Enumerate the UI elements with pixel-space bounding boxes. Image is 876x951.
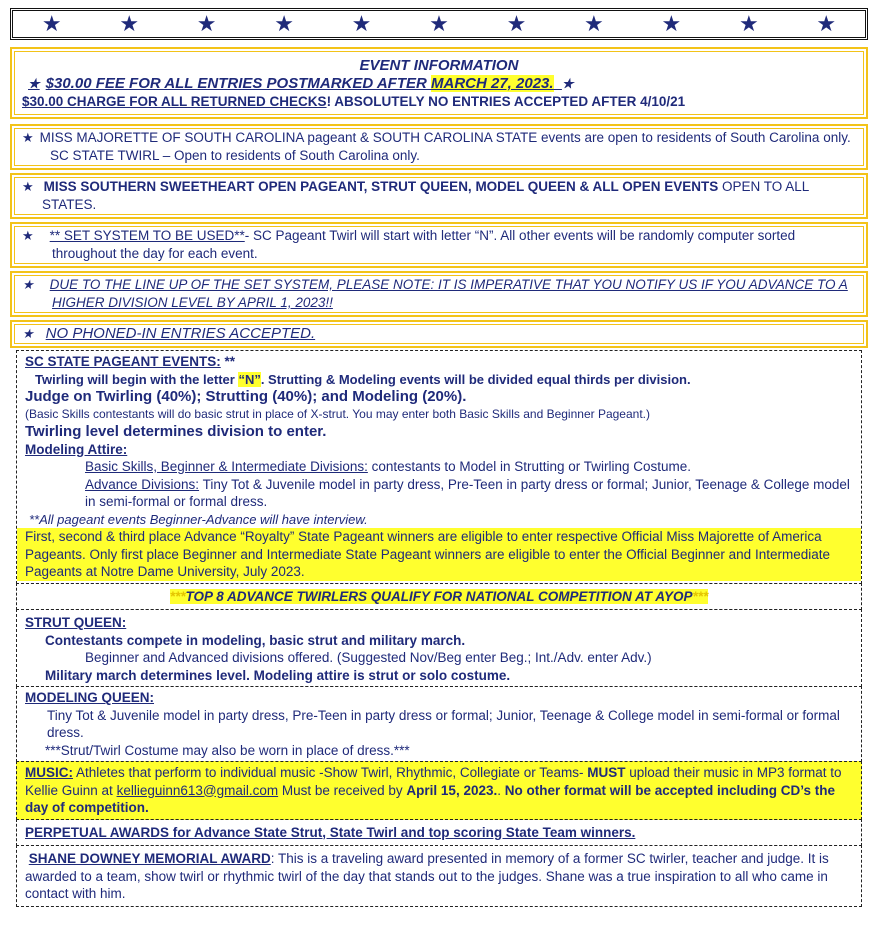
music-box (16, 761, 862, 820)
music-label: MUSIC: (25, 765, 73, 780)
attire-advance-label: Advance Divisions: (85, 476, 200, 492)
dashed-section (16, 350, 862, 907)
music-text-b: upload their music in MP3 format to Kellie Guinn at (25, 765, 842, 798)
residents-line (22, 129, 856, 147)
top8-message: TOP 8 ADVANCE TWIRLERS QUALIFY FOR NATIONAL COMPETITION AT AYOP (185, 588, 693, 604)
checks-text: $30.00 CHARGE FOR ALL RETURNED CHECKS (22, 94, 327, 109)
star-icon: ★ (661, 11, 682, 36)
judge-line: Judge on Twirling (40%); Strutting (40%); and Modeling (20%). (25, 388, 467, 405)
no-phone-line (22, 325, 856, 343)
attire-beginner-label: Basic Skills, Beginner & Intermediate Divisions: (85, 459, 368, 474)
shane-text: : This is a traveling award presented in memory of a former SC twirler, teacher and judge. It is awarded to a team, show twirl or rhythmic twirl of the day that stands out to the judges. Shane was a true inspiration to all who came in contact with him. (25, 851, 829, 901)
flyer-page (10, 8, 868, 907)
interview-note: **All pageant events Beginner-Advance will have interview. (29, 511, 368, 527)
level-line: Twirling level determines division to enter. (25, 423, 327, 440)
star-icon: ★ (584, 11, 604, 36)
model-heading: MODELING QUEEN: (25, 690, 155, 705)
twirl-start-line (25, 371, 853, 389)
music-text-d: . (497, 782, 501, 798)
star-icon: ★ (22, 228, 34, 243)
set-system-heading: ** SET SYSTEM TO BE USED** (49, 228, 245, 243)
no-phone-text: NO PHONED-IN ENTRIES ACCEPTED. (45, 325, 316, 342)
sc-twirl-line: SC STATE TWIRL – Open to residents of South Carolina only. (50, 148, 420, 163)
advance-notice-line (22, 276, 856, 312)
shane-heading: SHANE DOWNEY MEMORIAL AWARD (28, 851, 271, 866)
pageant-heading-suffix: ** (220, 354, 236, 369)
star-icon: ★ (816, 11, 837, 36)
open-events-rest: OPEN TO ALL STATES. (42, 179, 809, 212)
basic-skills-note: (Basic Skills contestants will do basic strut in place of X-strut. You may enter both Basic Skills and Beginner Pageant.) (25, 406, 650, 421)
top8-stars-end: *** (692, 588, 709, 604)
star-icon: ★ (351, 11, 372, 36)
fee-line (22, 75, 856, 93)
open-events-box (10, 173, 868, 219)
strut-heading: STRUT QUEEN: (25, 615, 127, 630)
star-icon: ★ (738, 11, 759, 36)
perpetual-text: PERPETUAL AWARDS for Advance State Strut, State Twirl and top scoring State Team winners. (25, 824, 636, 840)
strut-line-3: Military march determines level. Modeling attire is strut or solo costume. (45, 667, 511, 683)
pageant-heading: SC STATE PAGEANT EVENTS: (25, 354, 221, 369)
music-must: MUST (587, 765, 626, 780)
checks-line (22, 93, 856, 111)
attire-advance-text: Tiny Tot & Juvenile model in party dress, Pre-Teen in party dress or formal; Junior, Teenage & College model in semi-formal or formal dress. (85, 476, 850, 509)
music-text-a: Athletes that perform to individual music -Show Twirl, Rhythmic, Collegiate or Teams- (73, 765, 588, 780)
pageant-box (16, 350, 862, 584)
top8-box (16, 583, 862, 611)
twirl-divide-text: . Strutting & Modeling events will be divided equal thirds per division. (260, 371, 691, 387)
star-icon: ★ (119, 11, 140, 36)
event-info-title: EVENT INFORMATION (359, 57, 519, 74)
music-text-c: Must be received by (278, 782, 407, 798)
star-icon: ★ (28, 76, 40, 91)
set-system-box (10, 222, 868, 268)
deadline-text: ! ABSOLUTELY NO ENTRIES ACCEPTED AFTER 4/10/21 (326, 94, 686, 109)
royalty-note: First, second & third place Advance “Royalty” State Pageant winners are eligible to enter respective Official Miss Majorette of America Pageants. Only first place Beginner and Intermediate State Pageant winners are eligible to enter the Official Beginner and Intermediate Pageants at Notre Dame University, July 2023. (17, 528, 861, 581)
advance-notice-box (10, 271, 868, 317)
no-phone-box (10, 320, 868, 348)
star-icon: ★ (22, 326, 34, 341)
star-icon: ★ (22, 277, 34, 292)
star-icon: ★ (274, 11, 294, 36)
star-icon: ★ (41, 11, 62, 36)
set-system-text: - SC Pageant Twirl will start with letter “N”. All other events will be randomly computer sorted throughout the day for each event. (52, 228, 796, 261)
strut-line-2: Beginner and Advanced divisions offered. (Suggested Nov/Beg enter Beg.; Int./Adv. enter Adv.) (85, 650, 652, 665)
star-icon: ★ (22, 130, 34, 145)
twirl-start-text: Twirling will begin with the letter (35, 371, 239, 387)
residents-box (10, 124, 868, 170)
music-deadline: April 15, 2023. (406, 782, 498, 798)
twirl-letter: “N” (238, 371, 261, 387)
open-events-line (22, 178, 856, 214)
open-events-bold: MISS SOUTHERN SWEETHEART OPEN PAGEANT, STRUT QUEEN, MODEL QUEEN & ALL OPEN EVENTS (43, 179, 719, 194)
model-line-2: ***Strut/Twirl Costume may also be worn in place of dress.*** (45, 742, 410, 758)
star-icon: ★ (196, 11, 217, 36)
pageant-heading-line (25, 353, 853, 371)
strut-queen-box (16, 609, 862, 687)
attire-advance (25, 476, 853, 511)
music-email-link[interactable]: kellieguinn613@gmail.com (116, 782, 279, 798)
shane-box (16, 845, 862, 907)
fee-date: MARCH 27, 2023. (431, 75, 554, 92)
perpetual-box (16, 819, 862, 847)
event-info-box (10, 47, 868, 119)
top8-stars: *** (169, 588, 186, 604)
attire-beginner-text: contestants to Model in Strutting or Twirling Costume. (367, 459, 692, 474)
modeling-queen-box (16, 686, 862, 762)
star-banner (10, 8, 868, 40)
advance-notice-text: DUE TO THE LINE UP OF THE SET SYSTEM, PLEASE NOTE: IT IS IMPERATIVE THAT YOU NOTIFY US IF YOU ADVANCE TO A HIGHER DIVISION LEVEL BY APRIL 1, 2023!! (49, 277, 848, 310)
star-icon: ★ (429, 11, 449, 36)
star-icon: ★ (506, 11, 527, 36)
star-icon: ★ (22, 179, 34, 194)
music-no-other: No other format will be accepted including CD’s the day of competition. (25, 782, 836, 815)
residents-text: MISS MAJORETTE OF SOUTH CAROLINA pageant & SOUTH CAROLINA STATE events are open to residents of South Carolina only. (39, 130, 851, 145)
strut-line-1: Contestants compete in modeling, basic strut and military march. (45, 632, 466, 648)
top8-text (170, 589, 709, 604)
fee-text: $30.00 FEE FOR ALL ENTRIES POSTMARKED AFTER (45, 75, 431, 92)
attire-beginner (25, 458, 853, 476)
model-line-1 (25, 707, 853, 742)
attire-heading: Modeling Attire: (25, 441, 128, 457)
model-text: Tiny Tot & Juvenile model in party dress, Pre-Teen in party dress or formal; Junior, Teenage & College model in semi-formal or formal dress. (47, 707, 840, 740)
set-system-line (22, 227, 856, 263)
star-icon: ★ (561, 76, 574, 91)
